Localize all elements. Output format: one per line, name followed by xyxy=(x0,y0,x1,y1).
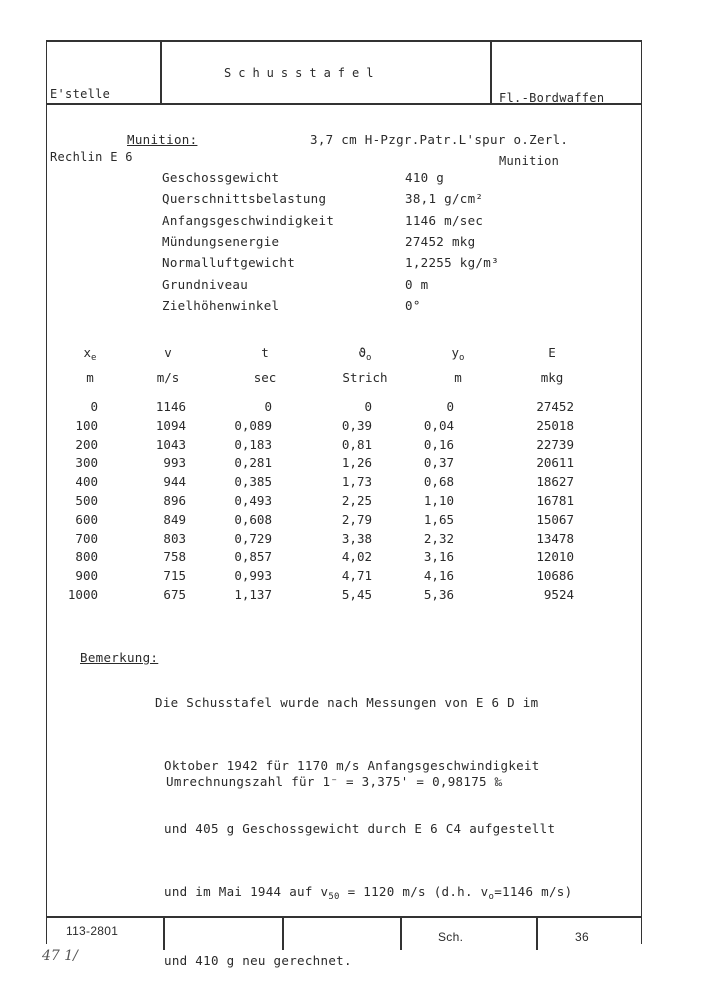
param-value: 38,1 g/cm² xyxy=(405,191,484,207)
param-name: Grundniveau xyxy=(162,276,249,292)
column-unit: m/s xyxy=(156,370,180,385)
param-value: 0° xyxy=(405,297,421,313)
table-cell: 944 xyxy=(163,474,186,490)
table-row xyxy=(0,548,701,566)
table-cell: 5,45 xyxy=(341,587,372,602)
column-symbol: E xyxy=(548,345,556,360)
table-cell: 0,493 xyxy=(234,493,272,508)
column-symbol: $y_o$ xyxy=(451,345,465,363)
table-row xyxy=(0,530,701,548)
table-cell: 0,281 xyxy=(234,455,272,471)
table-cell: 200 xyxy=(75,436,98,452)
column-header xyxy=(50,343,130,387)
footer-page-number: 36 xyxy=(575,930,589,944)
param-value: 27452 mkg xyxy=(405,233,476,249)
column-unit: m xyxy=(454,370,462,385)
remark-line4: und im Mai 1944 auf $v_{50} = 1120$ m/s (d.h. $v_o=1146$ m/s) xyxy=(164,884,573,902)
remark-line5: und 410 g neu gerechnet. xyxy=(164,953,352,968)
table-cell: 0,04 xyxy=(423,417,454,433)
remark-line2: Oktober 1942 für 1170 m/s Anfangsgeschwindigkeit xyxy=(164,758,540,773)
table-cell: 0,16 xyxy=(423,436,454,452)
column-symbol: v xyxy=(164,345,172,360)
table-cell: 13478 xyxy=(536,530,574,546)
table-cell: 1043 xyxy=(155,436,186,452)
table-cell: 1,26 xyxy=(341,455,372,471)
param-value: 0 m xyxy=(405,276,429,292)
table-cell: 0 xyxy=(364,399,372,414)
table-cell: 0,183 xyxy=(234,436,272,452)
table-cell: 16781 xyxy=(536,493,574,508)
column-symbol: $ϑ_o$ xyxy=(358,345,372,363)
table-cell: 675 xyxy=(163,587,186,602)
header-divider-right xyxy=(490,40,492,103)
param-name: Geschossgewicht xyxy=(162,170,280,185)
table-row xyxy=(0,473,701,491)
table-cell: 18627 xyxy=(536,474,574,490)
table-cell: 22739 xyxy=(536,436,574,452)
param-row xyxy=(162,298,542,318)
table-cell: 715 xyxy=(163,568,186,584)
table-cell: 900 xyxy=(75,568,98,584)
table-cell: 3,16 xyxy=(423,549,454,565)
conversion-note: Umrechnungszahl für 1⁻ = 3,375' = 0,98175 ‰ xyxy=(166,774,503,789)
table-cell: 25018 xyxy=(536,417,574,433)
column-header xyxy=(512,343,592,387)
table-cell: 1,73 xyxy=(341,474,372,490)
table-cell: 0,39 xyxy=(341,417,372,433)
table-cell: 27452 xyxy=(536,399,574,414)
param-value: 1,2255 kg/m³ xyxy=(405,255,499,271)
table-cell: 15067 xyxy=(536,511,574,527)
table-cell: 0 xyxy=(90,399,98,414)
table-cell: 700 xyxy=(75,530,98,546)
table-cell: 0,857 xyxy=(234,549,272,565)
table-cell: 849 xyxy=(163,511,186,527)
column-symbol: $x_e$ xyxy=(83,345,97,363)
param-name: Anfangsgeschwindigkeit xyxy=(162,212,335,228)
table-cell: 3,38 xyxy=(341,530,372,546)
param-row xyxy=(162,170,542,190)
param-name: Mündungsenergie xyxy=(162,233,280,249)
param-value: 1146 m/sec xyxy=(405,212,484,228)
table-cell: 12010 xyxy=(536,549,574,565)
table-cell: 0,37 xyxy=(423,455,454,471)
table-cell: 0 xyxy=(446,399,454,414)
column-unit: mkg xyxy=(540,370,564,385)
column-unit: Strich xyxy=(342,370,388,385)
munition-label: Munition: xyxy=(127,132,198,147)
remark-line3: und 405 g Geschossgewicht durch E 6 C4 aufgestellt xyxy=(164,821,556,836)
table-cell: 0,385 xyxy=(234,474,272,490)
table-cell: 0 xyxy=(264,399,272,414)
param-row xyxy=(162,277,542,297)
table-cell: 896 xyxy=(163,493,186,508)
column-header xyxy=(128,343,208,387)
table-cell: 2,25 xyxy=(341,493,372,508)
column-symbol: t xyxy=(261,345,269,360)
header-title: Schusstafel xyxy=(224,66,381,80)
param-name: Zielhöhenwinkel xyxy=(162,297,280,313)
table-cell: 1,137 xyxy=(234,587,272,602)
table-cell: 300 xyxy=(75,455,98,471)
footer-divider-2 xyxy=(282,916,284,950)
footer-top-border xyxy=(46,916,641,918)
param-row xyxy=(162,213,542,233)
param-name: Normalluftgewicht xyxy=(162,255,296,271)
header-office-line2: Rechlin E 6 xyxy=(50,150,133,164)
remark-text xyxy=(155,650,573,992)
table-cell: 5,36 xyxy=(423,587,454,602)
header-top-border xyxy=(46,40,641,42)
header-office xyxy=(50,42,133,189)
table-cell: 1094 xyxy=(155,417,186,433)
table-cell: 0,993 xyxy=(234,568,272,584)
param-row xyxy=(162,255,542,275)
table-cell: 4,16 xyxy=(423,568,454,584)
table-row xyxy=(0,492,701,510)
table-cell: 993 xyxy=(163,455,186,471)
table-cell: 2,32 xyxy=(423,530,454,546)
header-office-line1: E'stelle xyxy=(50,87,111,101)
header-category-line2: Munition xyxy=(499,154,560,168)
table-cell: 803 xyxy=(163,530,186,546)
footer-sheet-label: Sch. xyxy=(438,930,464,944)
param-name: Querschnittsbelastung xyxy=(162,191,327,207)
param-row xyxy=(162,191,542,211)
table-row xyxy=(0,398,701,416)
column-unit: m xyxy=(86,370,94,385)
footer-divider-4 xyxy=(536,916,538,950)
table-row xyxy=(0,511,701,529)
table-cell: 800 xyxy=(75,549,98,565)
column-header xyxy=(325,343,405,387)
param-value: 410 g xyxy=(405,170,445,185)
table-cell: 2,79 xyxy=(341,511,372,527)
table-row xyxy=(0,454,701,472)
param-row xyxy=(162,234,542,254)
table-cell: 20611 xyxy=(536,455,574,471)
table-cell: 0,68 xyxy=(423,474,454,490)
table-cell: 4,71 xyxy=(341,568,372,584)
table-cell: 500 xyxy=(75,493,98,508)
table-row xyxy=(0,567,701,585)
table-cell: 758 xyxy=(163,549,186,565)
footer-divider-1 xyxy=(163,916,165,950)
table-row xyxy=(0,417,701,435)
remark-line1: Die Schusstafel wurde nach Messungen von E 6 D im xyxy=(155,695,539,710)
table-cell: 1,10 xyxy=(423,493,454,508)
table-cell: 600 xyxy=(75,511,98,527)
table-cell: 100 xyxy=(75,417,98,433)
column-header xyxy=(418,343,498,387)
table-row xyxy=(0,586,701,604)
remark-label: Bemerkung: xyxy=(80,650,159,665)
table-cell: 10686 xyxy=(536,568,574,584)
table-cell: 1000 xyxy=(67,587,98,602)
table-cell: 0,608 xyxy=(234,511,272,527)
footer-doc-number: 113-2801 xyxy=(66,924,119,938)
table-cell: 400 xyxy=(75,474,98,490)
handwritten-note: 47 1/ xyxy=(42,948,78,964)
footer-divider-3 xyxy=(400,916,402,950)
table-cell: 9524 xyxy=(543,587,574,602)
table-cell: 4,02 xyxy=(341,549,372,565)
table-cell: 1,65 xyxy=(423,511,454,527)
header-category-line1: Fl.-Bordwaffen xyxy=(499,91,605,105)
table-cell: 0,729 xyxy=(234,530,272,546)
table-cell: 0,81 xyxy=(341,436,372,452)
table-row xyxy=(0,436,701,454)
header-divider-left xyxy=(160,40,162,103)
table-cell: 1146 xyxy=(155,399,186,414)
table-cell: 0,089 xyxy=(234,417,272,433)
column-unit: sec xyxy=(253,370,277,385)
column-header xyxy=(225,343,305,387)
munition-value: 3,7 cm H-Pzgr.Patr.L'spur o.Zerl. xyxy=(310,132,569,147)
